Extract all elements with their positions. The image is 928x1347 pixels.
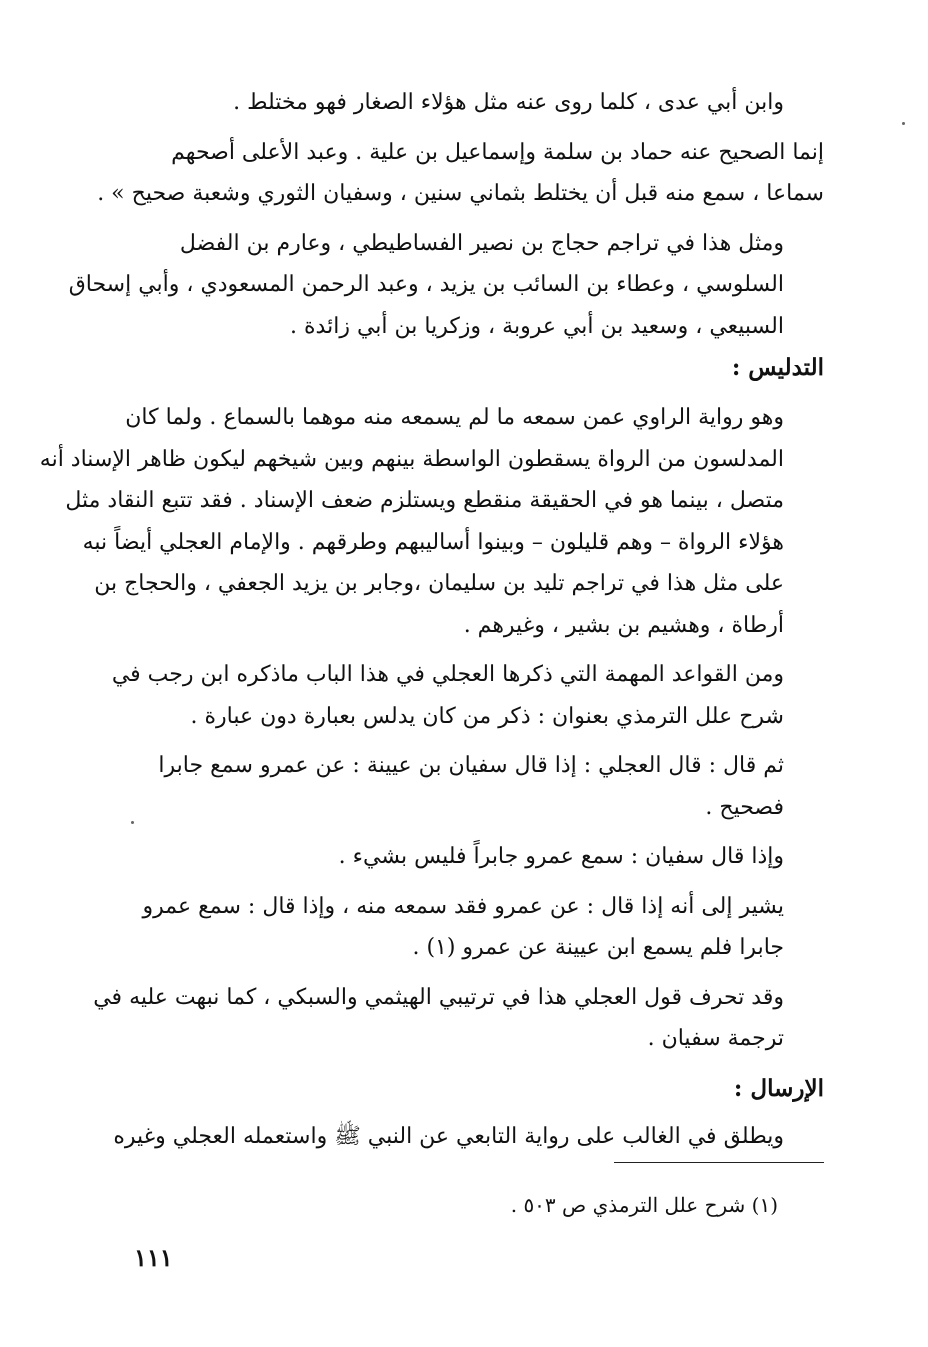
text-line: هؤلاء الرواة – وهم قليلون – وبينوا أساليبهم وطرقهم . والإمام العجلي أيضاً نبه: [82, 529, 784, 555]
paragraph-10: [113, 1116, 824, 1158]
text-line: إنما الصحيح عنه حماد بن سلمة وإسماعيل بن علية . وعبد الأعلى أصحهم: [171, 139, 824, 165]
paragraph-6: [128, 745, 824, 828]
footnote: (١) شرح علل الترمذي ص ٥٠٣ .: [510, 1193, 778, 1217]
paragraph-5: [111, 654, 824, 737]
text-line: ويطلق في الغالب على رواية التابعي عن النبي ﷺ واستعمله العجلي وغيره: [113, 1123, 784, 1149]
main-text: [39, 82, 824, 1157]
text-line: السلوسي ، وعطاء بن السائب بن يزيد ، وعبد الرحمن المسعودي ، وأبي إسحاق: [68, 272, 784, 297]
paragraph-7: [128, 836, 824, 878]
paragraph-2: [97, 132, 824, 215]
text-line: وقد تحرف قول العجلي هذا في ترتيبي الهيثمي والسبكي ، كما نبهت عليه في: [93, 984, 784, 1010]
text-line: السبيعي ، وسعيد بن أبي عروبة ، وزكريا بن أبي زائدة .: [290, 313, 784, 339]
paragraph-4: [39, 397, 824, 646]
text-line: يشير إلى أنه إذا قال : عن عمرو فقد سمعه منه ، وإذا قال : سمع عمرو: [142, 893, 784, 919]
paragraph-3: [68, 223, 824, 348]
paragraph-8: [128, 886, 824, 969]
text-line: المدلسون من الرواة يسقطون الواسطة بينهم وبين شيخهم ليكون ظاهر الإسناد أنه: [39, 446, 784, 472]
footnote-divider: [614, 1162, 824, 1163]
paragraph-1: [128, 82, 824, 124]
text-line: أرطاة ، وهشيم بن بشير ، وغيرهم .: [463, 612, 784, 638]
text-line: سماعا ، سمع منه قبل أن يختلط بثماني سنين ، وسفيان الثوري وشعبة صحيح » .: [97, 181, 824, 206]
text-line: ثم قال : قال العجلي : إذا قال سفيان بن عيينة : عن عمرو سمع جابرا: [158, 753, 784, 778]
section-heading-irsal: الإرسال :: [733, 1074, 824, 1102]
text-line: متصل ، بينما هو في الحقيقة منقطع ويستلزم ضعف الإسناد . فقد تتبع النقاد مثل: [65, 488, 784, 513]
text-line: شرح علل الترمذي بعنوان : ذكر من كان يدلس بعبارة دون عبارة .: [190, 703, 784, 729]
text-line: جابرا فلم يسمع ابن عيينة عن عمرو (١) .: [412, 935, 784, 960]
text-line: فصحيح .: [705, 794, 784, 820]
scan-speck: [902, 122, 905, 125]
text-line: وابن أبي عدى ، كلما روى عنه مثل هؤلاء الصغار فهو مختلط .: [233, 90, 784, 115]
text-line: ترجمة سفيان .: [647, 1026, 784, 1051]
section-heading-tadlis: التدليس :: [731, 354, 824, 381]
page-number: ١١١: [134, 1243, 173, 1272]
paragraph-9: [93, 977, 824, 1060]
scan-speck: [131, 821, 134, 824]
text-line: على مثل هذا في تراجم تليد بن سليمان ،وجابر بن يزيد الجعفي ، والحجاج بن: [94, 571, 784, 596]
text-line: ومثل هذا في تراجم حجاج بن نصير الفساطيطي ، وعارم بن الفضل: [179, 230, 784, 256]
text-line: ومن القواعد المهمة التي ذكرها العجلي في هذا الباب ماذكره ابن رجب في: [111, 662, 784, 687]
text-line: وإذا قال سفيان : سمع عمرو جابراً فليس بشيء .: [338, 844, 784, 869]
text-line: وهو رواية الراوي عمن سمعه ما لم يسمعه منه موهما بالسماع . ولما كان: [125, 405, 784, 430]
